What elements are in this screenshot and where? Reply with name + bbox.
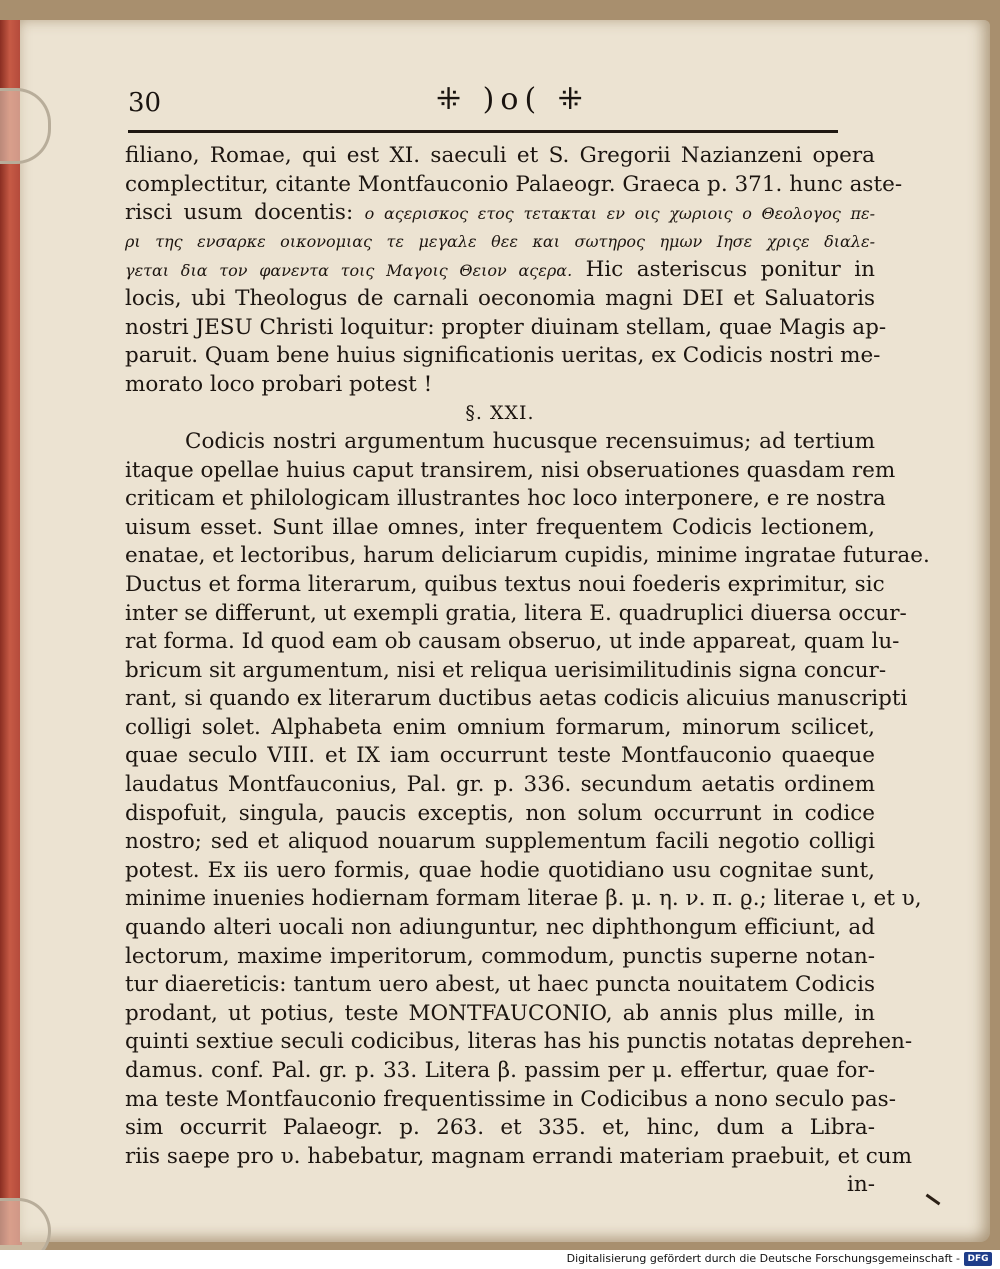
text-span: Hic asteriscus ponitur in	[585, 257, 875, 283]
text-line: Ductus et forma literarum, quibus textus noui foederis exprimitur, sic	[125, 571, 885, 597]
text-line	[125, 199, 875, 228]
text-line: filiano, Romae, qui est XI. saeculi et S. Gregorii Nazianzeni opera	[125, 143, 875, 168]
greek-quote: γεται δια τον φανεντα τοις Μαγοις Θειον αςερα.	[125, 261, 573, 281]
text-line: complectitur, citante Montfauconio Palaeogr. Graeca p. 371. hunc aste-	[125, 171, 903, 197]
text-line: Codicis nostri argumentum hucusque recensuimus; ad tertium	[185, 428, 875, 454]
text-line: locis, ubi Theologus de carnali oeconomia magni DEI et Saluatoris	[125, 285, 875, 311]
text-line: riis saepe pro υ. habebatur, magnam errandi materiam praebuit, et cum	[125, 1143, 913, 1169]
text-line: paruit. Quam bene huius significationis ueritas, ex Codicis nostri me-	[125, 343, 881, 369]
greek-line: ρι της ενσαρκε οικονομιας τε μεγαλε θεε και σωτηρος ημων Ιησε χριςε διαλε-	[125, 231, 875, 251]
text-line: quando alteri uocali non adiunguntur, nec diphthongum efficiunt, ad	[125, 915, 875, 941]
text-line: enatae, et lectoribus, harum deliciarum cupidis, minime ingratae futurae.	[125, 543, 930, 569]
funding-notice: Digitalisierung gefördert durch die Deutsche Forschungsgemeinschaft -	[566, 1252, 960, 1265]
text-line: morato loco probari potest !	[125, 371, 433, 397]
text-line: bricum sit argumentum, nisi et reliqua uerisimilitudinis signa concur-	[125, 657, 887, 683]
text-line: minime inuenies hodiernam formam literae β. μ. η. ν. π. ϱ.; literae ι, et υ,	[125, 886, 922, 912]
catchword: in-	[847, 1172, 875, 1198]
text-line: sim occurrit Palaeogr. p. 263. et 335. et, hinc, dum a Libra-	[125, 1115, 875, 1141]
footer-bar	[0, 1250, 1000, 1269]
text-line: itaque opellae huius caput transirem, nisi obseruationes quasdam rem	[125, 457, 896, 483]
text-line: rant, si quando ex literarum ductibus aetas codicis alicuius manuscripti	[125, 686, 908, 712]
text-line: tur diaereticis: tantum uero abest, ut haec puncta nouitatem Codicis	[125, 972, 875, 998]
body-text	[125, 142, 930, 1200]
text-line: ma teste Montfauconio frequentissime in Codicibus a nono seculo pas-	[125, 1086, 896, 1112]
header-ornament: ⁜ )o( ⁜	[436, 82, 589, 117]
text-line: inter se differunt, ut exempli gratia, litera E. quadruplici diuersa occur-	[125, 600, 907, 626]
text-line: colligi solet. Alphabeta enim omnium formarum, minorum scilicet,	[125, 714, 875, 740]
text-line: quinti sextiue seculi codicibus, literas has his punctis notatas deprehen-	[125, 1029, 913, 1055]
dfg-logo: DFG	[964, 1252, 992, 1266]
text-line: laudatus Montfauconius, Pal. gr. p. 336. secundum aetatis ordinem	[125, 772, 875, 798]
text-span: risci usum docentis:	[125, 200, 354, 226]
text-line: dispofuit, singula, paucis exceptis, non solum occurrunt in codice	[125, 800, 875, 826]
text-line	[125, 256, 875, 285]
section-heading: §. XXI.	[465, 402, 535, 425]
text-line: prodant, ut potius, teste MONTFAUCONIO, ab annis plus mille, in	[125, 1000, 875, 1026]
text-line: potest. Ex iis uero formis, quae hodie quotidiano usu cognitae sunt,	[125, 857, 875, 883]
text-line: rat forma. Id quod eam ob causam obseruo, ut inde appareat, quam lu-	[125, 629, 900, 655]
text-line: criticam et philologicam illustrantes hoc loco interponere, e re nostra	[125, 486, 886, 512]
greek-quote: ο αςερισκος ετος τετακται εν οις χωριοις ο Θεολογος πε-	[364, 204, 875, 224]
text-line: lectorum, maxime imperitorum, commodum, punctis superne notan-	[125, 943, 875, 969]
text-line: quae seculo VIII. et IX iam occurrunt teste Montfauconio quaeque	[125, 743, 875, 769]
book-binding-edge	[0, 20, 22, 1245]
header-rule	[128, 130, 838, 133]
text-line: nostri JESU Christi loquitur: propter diuinam stellam, quae Magis ap-	[125, 314, 887, 340]
text-line: damus. conf. Pal. gr. p. 33. Litera β. passim per μ. effertur, quae for-	[125, 1058, 875, 1083]
page-number: 30	[128, 88, 162, 118]
text-line: nostro; sed et aliquod nouarum supplementum facili negotio colligi	[125, 829, 875, 855]
text-line: uisum esset. Sunt illae omnes, inter frequentem Codicis lectionem,	[125, 514, 875, 540]
